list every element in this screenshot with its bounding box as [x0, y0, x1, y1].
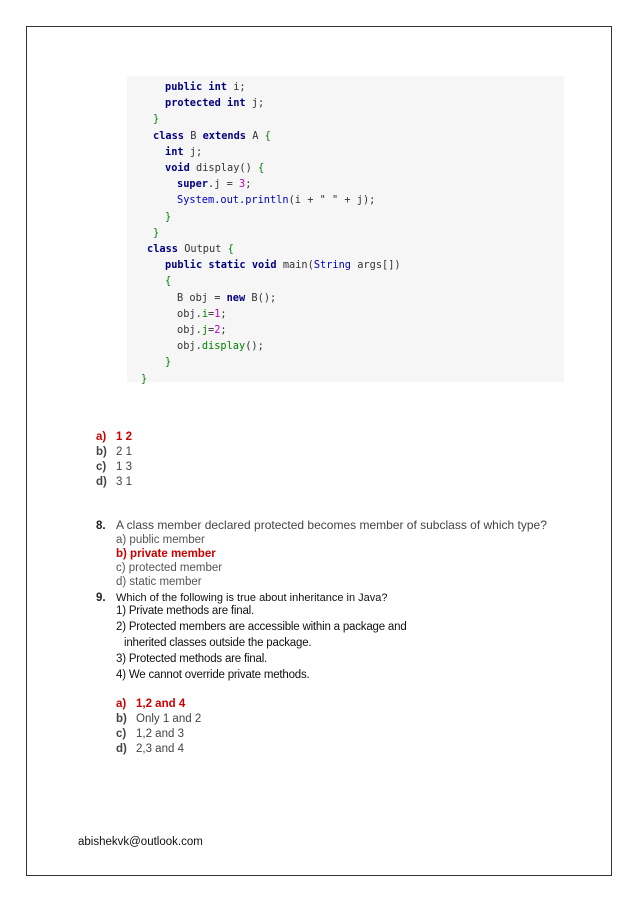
code-line	[165, 144, 202, 160]
code-token: A	[252, 129, 265, 142]
option-letter: a)	[116, 698, 127, 710]
q7-option-c[interactable]	[96, 460, 132, 475]
code-token: obj.	[177, 324, 202, 336]
option-letter: d)	[96, 476, 107, 488]
code-token: 1	[214, 307, 221, 320]
option-text: 3 1	[116, 476, 132, 488]
code-token: display()	[196, 162, 258, 174]
q9-option-b[interactable]	[116, 712, 201, 727]
code-token: void	[165, 162, 196, 174]
code-line	[147, 241, 234, 257]
option-text: 2 1	[116, 446, 132, 458]
q9-statement-1: 1) Private methods are final.	[116, 605, 255, 617]
code-token: Output	[184, 243, 228, 255]
code-token: {	[227, 243, 234, 255]
code-line	[177, 290, 276, 306]
code-token: public	[165, 259, 209, 272]
q9-statement-4: 4) We cannot override private methods.	[116, 669, 310, 681]
code-token: class	[153, 129, 191, 142]
code-token: ();	[245, 340, 264, 353]
option-text: 2,3 and 4	[136, 743, 184, 755]
code-token: =	[208, 324, 215, 336]
code-token: public	[165, 81, 209, 93]
code-token: void	[251, 259, 283, 272]
code-line	[165, 273, 171, 289]
option-text: 1,2 and 3	[136, 728, 184, 740]
code-line	[177, 306, 227, 322]
code-line	[141, 371, 147, 387]
code-token: .j =	[208, 178, 239, 191]
option-text: 1 2	[116, 431, 132, 443]
code-line	[177, 338, 264, 354]
code-token: }	[153, 226, 160, 239]
option-letter: a)	[96, 431, 107, 443]
option-text: 1 3	[116, 461, 132, 473]
code-token: {	[165, 275, 172, 288]
q9-statement-3: 3) Protected methods are final.	[116, 653, 268, 665]
code-token: display	[201, 340, 246, 353]
code-token: B	[190, 129, 203, 142]
code-token: super	[177, 178, 208, 191]
code-token: }	[141, 372, 148, 385]
code-block	[127, 76, 564, 385]
code-token: obj.	[177, 307, 202, 320]
code-token: 2	[214, 324, 221, 336]
code-line	[177, 322, 227, 338]
code-line	[165, 209, 171, 225]
code-token: static	[208, 259, 252, 272]
code-token: j;	[189, 145, 203, 158]
code-token: protected	[165, 97, 227, 110]
q9-option-d[interactable]	[116, 742, 184, 757]
code-token: int	[165, 145, 190, 158]
code-token: int	[208, 81, 234, 93]
q7-option-d[interactable]	[96, 475, 132, 490]
code-token: }	[165, 356, 172, 369]
code-token: j;	[251, 97, 265, 110]
code-token: {	[258, 162, 265, 174]
code-token: ;	[220, 307, 227, 320]
q8-option-a[interactable]: a) public member	[116, 534, 205, 546]
code-line	[165, 95, 264, 111]
code-token: ;	[245, 178, 252, 191]
code-token: j	[201, 324, 209, 336]
code-token: System.out.println	[177, 194, 289, 207]
code-token: args[])	[351, 259, 401, 272]
code-line	[153, 111, 159, 127]
option-text: 1,2 and 4	[136, 698, 186, 710]
code-line	[153, 128, 271, 144]
code-line	[165, 160, 264, 176]
code-line	[177, 176, 251, 192]
code-token: i	[201, 307, 209, 320]
code-token: }	[153, 113, 160, 126]
q8-number: 8.	[96, 520, 106, 532]
q8-option-b[interactable]: b) private member	[116, 548, 216, 560]
q8-option-d[interactable]: d) static member	[116, 576, 202, 588]
code-token: int	[227, 97, 252, 110]
q9-statement-2: 2) Protected members are accessible within a package and	[116, 621, 407, 633]
code-token: i;	[233, 81, 246, 93]
code-token: obj.	[177, 340, 202, 353]
code-line	[177, 192, 375, 208]
code-token: B obj =	[177, 291, 227, 304]
code-line	[165, 257, 401, 273]
code-line	[153, 225, 159, 241]
code-token: B();	[251, 291, 277, 304]
option-letter: c)	[116, 728, 127, 740]
code-token: new	[226, 291, 252, 304]
code-token: (i + " " + j);	[288, 194, 376, 207]
code-line	[165, 79, 246, 95]
q8-option-c[interactable]: c) protected member	[116, 562, 223, 574]
q8-text: A class member declared protected becomes member of subclass of which type?	[116, 518, 547, 532]
code-token: extends	[202, 129, 253, 142]
q9-option-a[interactable]	[116, 697, 185, 712]
q7-option-b[interactable]	[96, 445, 132, 460]
option-letter: b)	[96, 446, 107, 458]
q9-number: 9.	[96, 592, 106, 604]
option-letter: b)	[116, 713, 127, 725]
footer-email: abishekvk@outlook.com	[78, 836, 203, 848]
code-token: =	[208, 307, 215, 320]
code-token: ;	[220, 324, 227, 336]
code-token: String	[313, 259, 352, 272]
q7-option-a[interactable]	[96, 430, 132, 445]
code-token: 3	[239, 178, 246, 191]
code-token: {	[264, 129, 271, 142]
option-text: Only 1 and 2	[136, 713, 202, 725]
q9-text: Which of the following is true about inheritance in Java?	[116, 592, 388, 604]
code-token: }	[165, 210, 172, 223]
option-letter: c)	[96, 461, 107, 473]
q9-statement-2-cont: inherited classes outside the package.	[124, 637, 312, 649]
option-letter: d)	[116, 743, 127, 755]
code-token: class	[147, 243, 185, 255]
q9-option-c[interactable]	[116, 727, 184, 742]
code-token: main(	[282, 259, 314, 272]
code-line	[165, 354, 171, 370]
